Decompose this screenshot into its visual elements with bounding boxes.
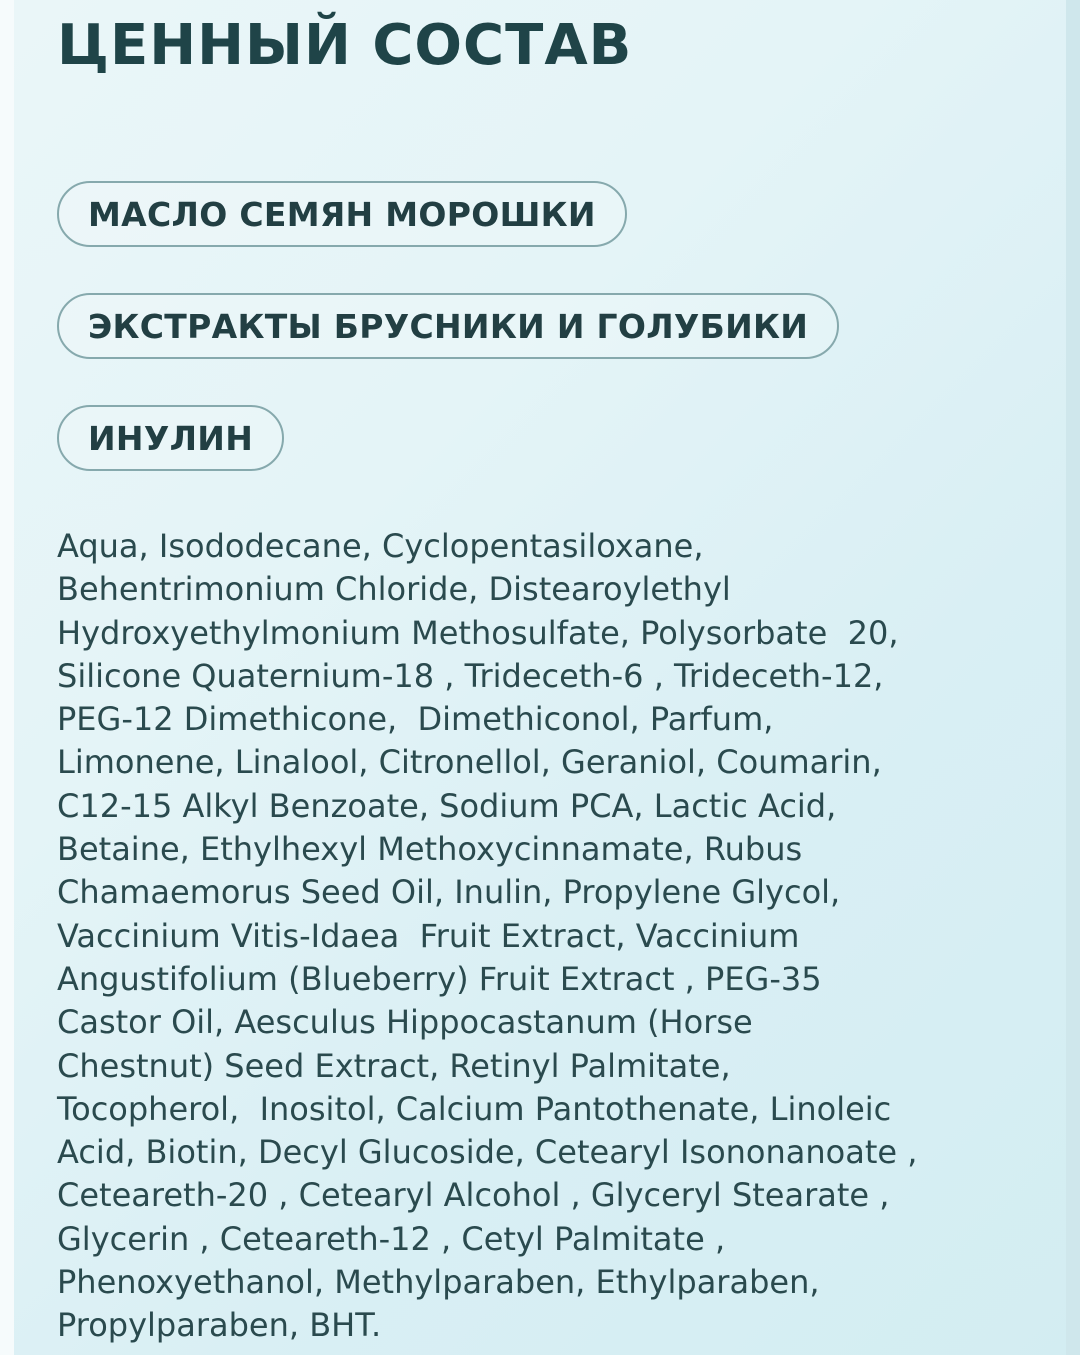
highlight-badge-label: МАСЛО СЕМЯН МОРОШКИ (88, 194, 596, 234)
ingredients-line: Vaccinium Vitis-Idaea Fruit Extract, Vaccinium (57, 916, 800, 955)
ingredients-line: Ceteareth-20 , Cetearyl Alcohol , Glyceryl Stearate , (57, 1176, 890, 1215)
ingredients-line: Tocopherol, Inositol, Calcium Pantothenate, Linoleic (57, 1089, 892, 1128)
ingredients-line: Angustifolium (Blueberry) Fruit Extract , PEG-35 (57, 959, 822, 998)
page-title: ЦЕННЫЙ СОСТАВ (57, 13, 633, 78)
ingredients-line: Chamaemorus Seed Oil, Inulin, Propylene Glycol, (57, 873, 841, 912)
ingredients-line: Betaine, Ethylhexyl Methoxycinnamate, Rubus (57, 830, 803, 869)
ingredients-line: Hydroxyethylmonium Methosulfate, Polysorbate 20, (57, 613, 899, 652)
ingredients-line: Silicone Quaternium-18 , Trideceth-6 , Trideceth-12, (57, 656, 884, 695)
ingredients-line: PEG-12 Dimethicone, Dimethiconol, Parfum, (57, 700, 774, 739)
ingredients-list (57, 525, 1017, 1348)
ingredients-line: Limonene, Linalool, Citronellol, Geraniol, Coumarin, (57, 743, 882, 782)
ingredients-line: Glycerin , Ceteareth-12 , Cetyl Palmitate , (57, 1219, 726, 1258)
highlight-badge-cloudberry-oil (57, 181, 627, 247)
ingredients-line: Aqua, Isododecane, Cyclopentasiloxane, (57, 527, 704, 565)
ingredients-line: Acid, Biotin, Decyl Glucoside, Cetearyl Isononanoate , (57, 1133, 918, 1172)
ingredients-line: Castor Oil, Aesculus Hippocastanum (Horse (57, 1003, 753, 1042)
ingredients-line: Chestnut) Seed Extract, Retinyl Palmitate, (57, 1046, 731, 1085)
ingredients-line: C12-15 Alkyl Benzoate, Sodium PCA, Lactic Acid, (57, 786, 837, 825)
highlight-badge-label: ИНУЛИН (88, 418, 254, 458)
ingredients-line: Propylparaben, BHT. (57, 1306, 382, 1345)
highlight-badge-berry-extracts (57, 293, 839, 359)
highlight-badge-label: ЭКСТРАКТЫ БРУСНИКИ И ГОЛУБИКИ (88, 306, 809, 346)
ingredients-line: Behentrimonium Chloride, Distearoylethyl (57, 570, 731, 609)
highlight-badge-inulin (57, 405, 284, 471)
ingredients-line: Phenoxyethanol, Methylparaben, Ethylparaben, (57, 1263, 820, 1302)
